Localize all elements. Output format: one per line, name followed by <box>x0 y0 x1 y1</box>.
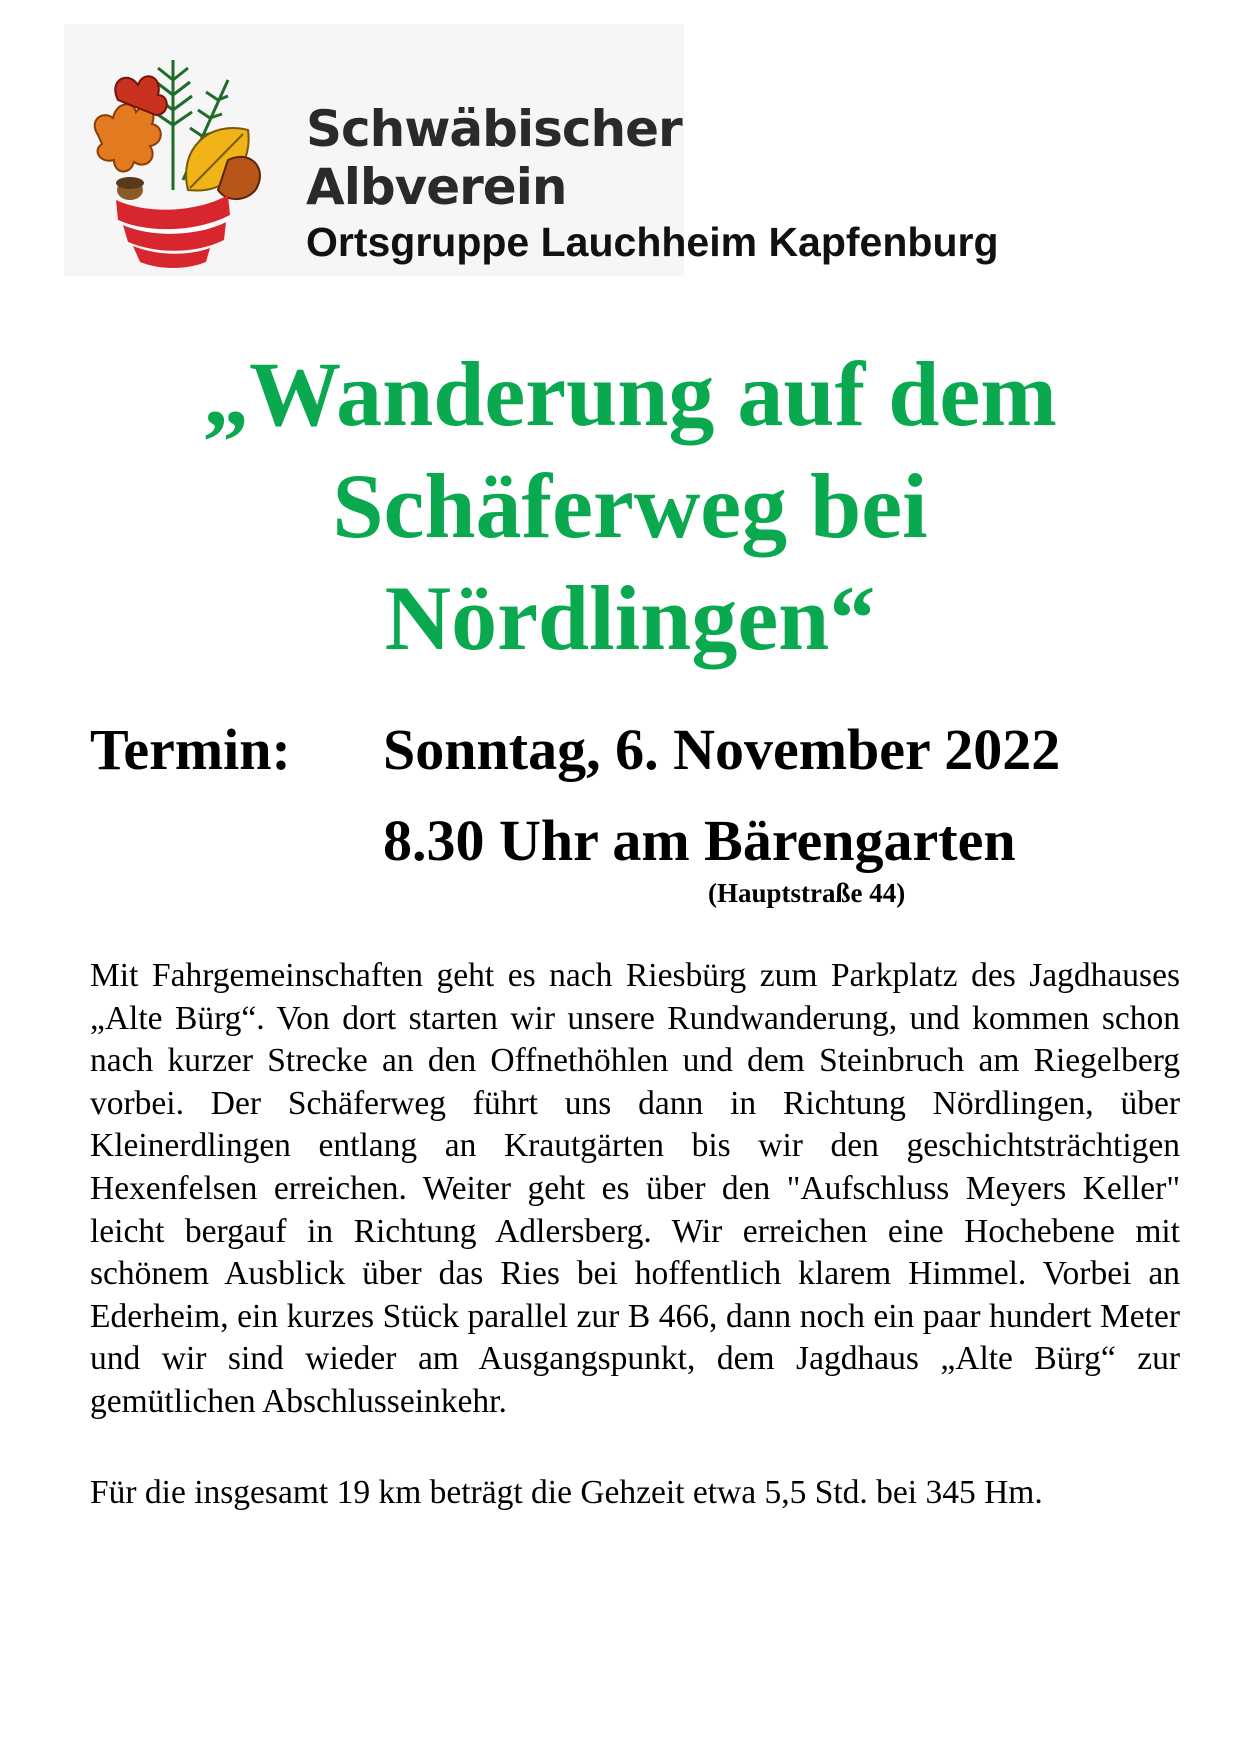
event-summary: Für die insgesamt 19 km beträgt die Gehzeit etwa 5,5 Std. bei 345 Hm. <box>90 1474 1043 1511</box>
event-description <box>90 955 1180 1424</box>
event-title-line1: „Wanderung auf dem <box>203 343 1057 445</box>
organization-name <box>306 100 682 216</box>
organization-name-line1: Schwäbischer <box>306 100 682 158</box>
termin-label: Termin: <box>90 717 291 782</box>
termin-time-place: 8.30 Uhr am Bärengarten <box>383 808 1016 873</box>
organization-group: Ortsgruppe Lauchheim Kapfenburg <box>306 219 999 265</box>
termin-date: Sonntag, 6. November 2022 <box>383 717 1061 782</box>
organization-name-line2: Albverein <box>306 158 567 216</box>
termin-address: (Hauptstraße 44) <box>708 878 906 908</box>
albverein-leaves-logo-icon <box>78 40 268 270</box>
event-title-line2: Schäferweg bei <box>332 455 928 557</box>
event-title <box>80 338 1180 674</box>
event-description-paragraph: Mit Fahrgemeinschaften geht es nach Riesbürg zum Parkplatz des Jagdhauses „Alte Bürg“. Von dort starten wir unsere Rundwanderung, und kommen schon nach kurzer Strecke an den Offnethöhlen und dem Steinbruch am Riegelberg vorbei. Der Schäferweg führt uns dann in Richtung Nördlingen, über Kleinerdlingen entlang an Krautgärten bis wir den geschichtsträchtigen Hexenfelsen erreichen. Weiter geht es über den "Aufschluss Meyers Keller" leicht bergauf in Richtung Adlersberg. Wir erreichen eine Hochebene mit schönem Ausblick über das Ries bei hoffentlich klarem Himmel. Vorbei an Ederheim, ein kurzes Stück parallel zur B 466, dann noch ein paar hundert Meter und wir sind wieder am Ausgangspunkt, dem Jagdhaus „Alte Bürg“ zur gemütlichen Abschlusseinkehr. <box>90 957 1180 1420</box>
event-title-line3: Nördlingen“ <box>384 567 876 669</box>
